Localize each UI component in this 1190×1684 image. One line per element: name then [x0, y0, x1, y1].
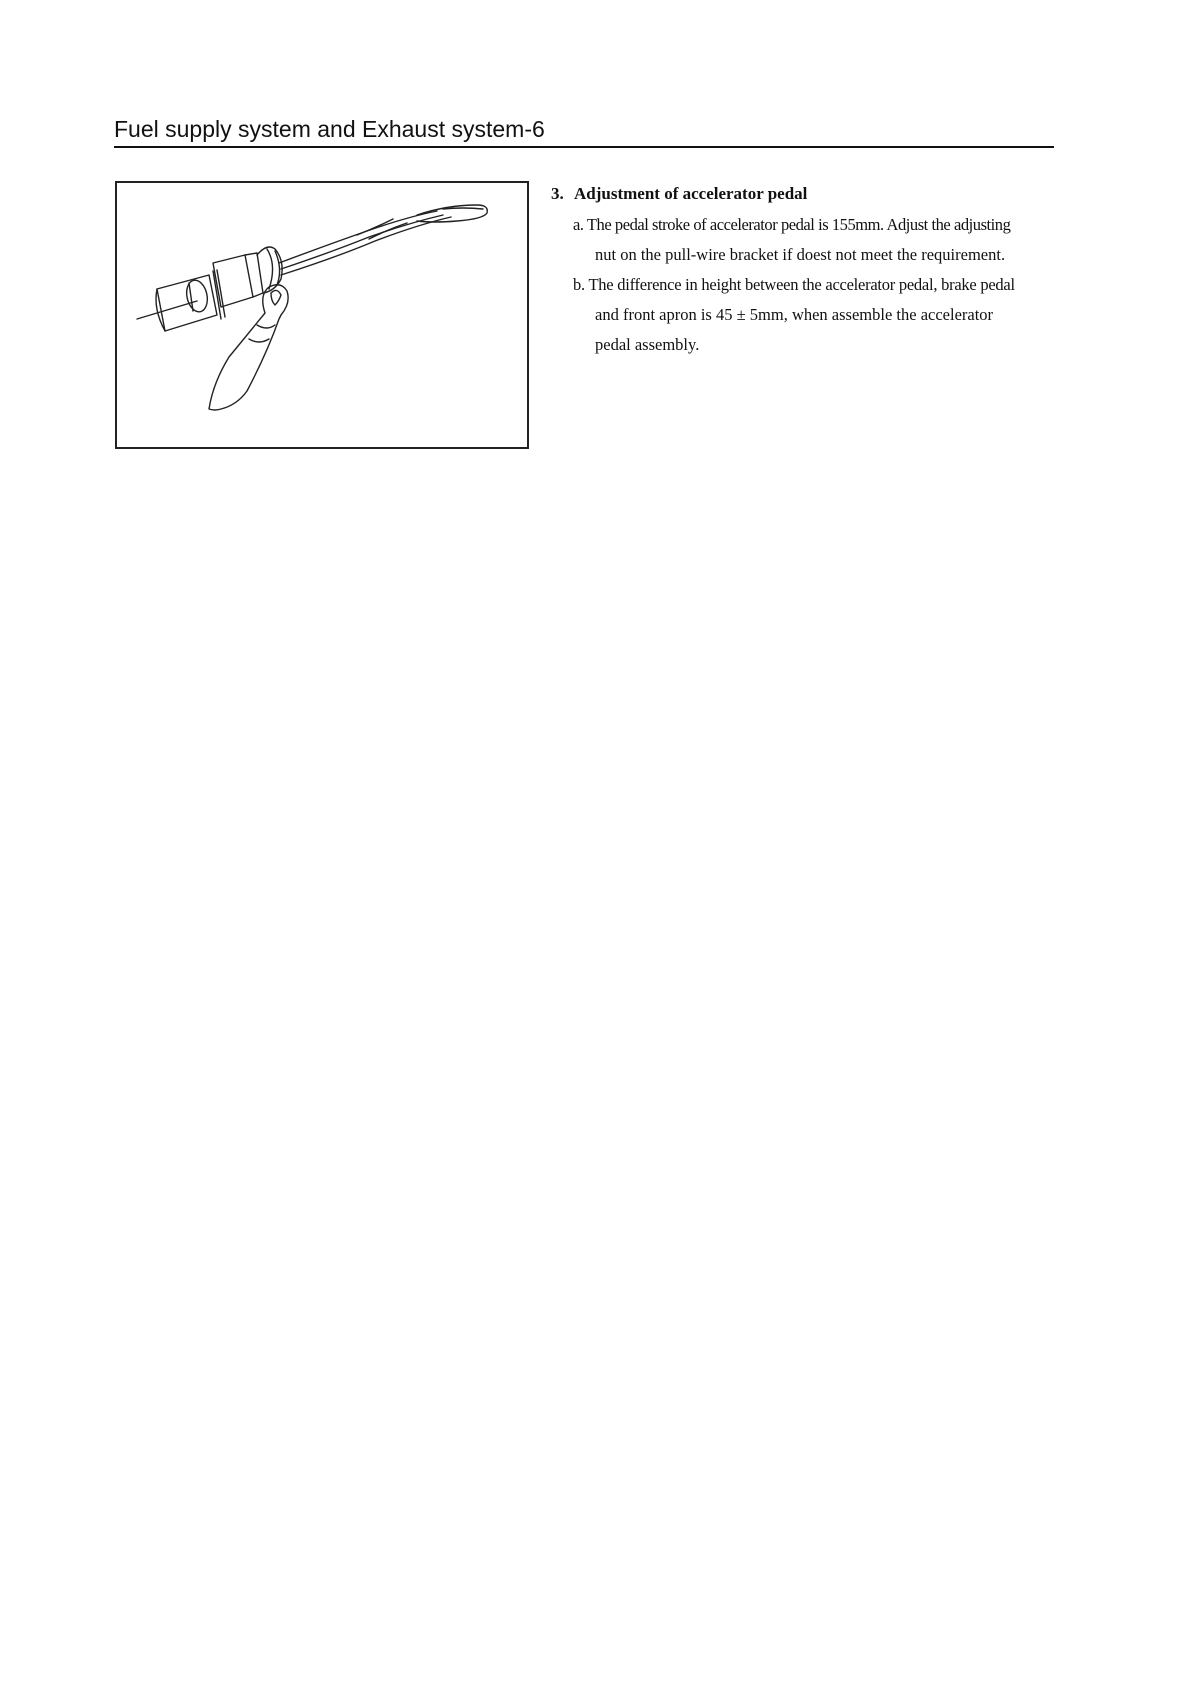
list-item — [551, 210, 1061, 270]
section-accelerator-pedal — [551, 184, 1061, 360]
cable-bracket — [157, 275, 217, 331]
accelerator-cable-adjustment-diagram — [117, 183, 527, 447]
list-item — [551, 270, 1061, 360]
bracket-oval — [184, 278, 210, 313]
item-text-line: pedal assembly. — [595, 335, 700, 354]
item-text-line: a. The pedal stroke of accelerator pedal is 155mm. Adjust the adjusting — [573, 215, 1011, 234]
cable-axis-line — [137, 301, 197, 319]
section-heading — [551, 184, 1061, 204]
page-header — [114, 112, 1054, 148]
page-title: Fuel supply system and Exhaust system-6 — [114, 116, 545, 142]
item-text-line: nut on the pull-wire bracket if doest not meet the requirement. — [595, 245, 1006, 264]
section-number: 3. — [551, 184, 564, 203]
pull-wire — [279, 211, 437, 263]
section-title: Adjustment of accelerator pedal — [574, 184, 808, 203]
item-text-line: b. The difference in height between the accelerator pedal, brake pedal — [573, 275, 1015, 294]
figure-frame — [115, 181, 529, 449]
item-text-line: and front apron is 45 ± 5mm, when assemble the accelerator — [595, 305, 994, 324]
